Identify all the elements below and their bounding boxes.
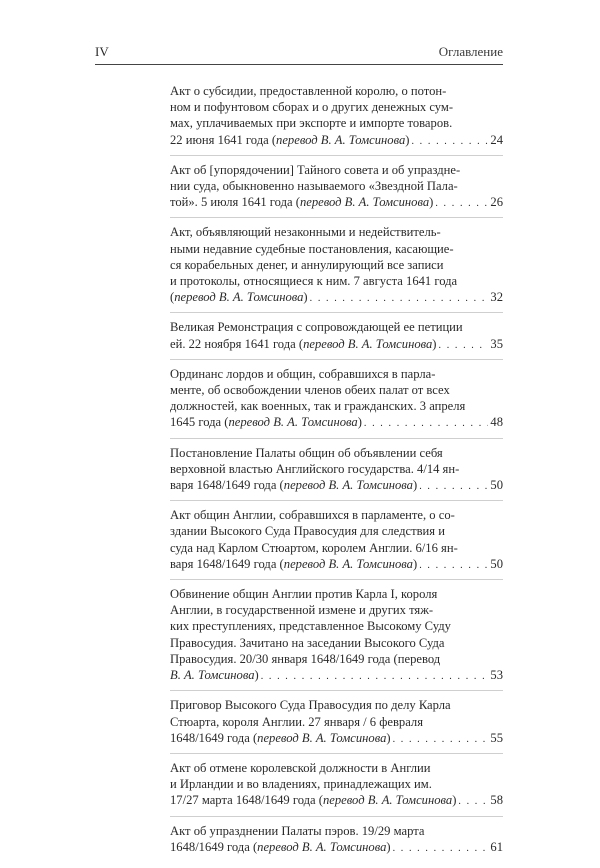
- toc-entry-line: Акт о субсидии, предоставленной королю, о потон-: [170, 84, 447, 98]
- toc-page-number[interactable]: 35: [490, 336, 503, 351]
- toc-entry-last-line: [170, 194, 503, 212]
- toc-entry-line: ном и пофунтовом сборах и о других денежных сум-: [170, 100, 454, 115]
- toc-entry[interactable]: [170, 224, 503, 313]
- closing-paren: ): [405, 132, 410, 147]
- toc-entry-text: [170, 289, 308, 305]
- toc-entry[interactable]: [170, 697, 503, 754]
- toc-page-number[interactable]: 24: [490, 132, 503, 147]
- toc-entry-text: [170, 132, 409, 148]
- toc-entry-line: Обвинение общин Англии против Карла I, короля: [170, 587, 438, 602]
- closing-paren: ): [452, 793, 457, 808]
- dot-leader: [458, 794, 488, 810]
- closing-paren: ): [429, 195, 434, 210]
- toc-entry-last-line: [170, 556, 503, 574]
- table-of-contents: [170, 83, 503, 868]
- dot-leader: [393, 732, 489, 748]
- toc-entry-last-line: [170, 667, 503, 685]
- closing-paren: ): [412, 478, 418, 493]
- toc-page-number[interactable]: 50: [490, 556, 503, 571]
- toc-entry-last-line: [170, 792, 503, 810]
- toc-entry-line: мах, уплачиваемых при экспорте и импорте товаров.: [170, 116, 453, 131]
- toc-entry-line: Акт, объявляющий незаконными и недействитель-: [170, 225, 441, 240]
- toc-entry-last-line: [170, 477, 503, 495]
- toc-page-number[interactable]: 55: [490, 730, 503, 745]
- closing-paren: ): [386, 839, 391, 854]
- toc-entry-line: Правосудия. 20/30 января 1648/1649 года (перевод: [170, 651, 441, 666]
- translator-credit: перевод В. А. Томсинова: [283, 556, 413, 571]
- toc-entry-title-end: ей. 22 ноября 1641 года (: [170, 336, 304, 351]
- toc-entry-line: Акт общин Англии, собравшихся в парламенте, о со-: [170, 508, 455, 523]
- translator-credit: перевод В. А. Томсинова: [257, 839, 387, 854]
- toc-page-number[interactable]: 58: [490, 793, 503, 808]
- dot-leader: [364, 416, 489, 432]
- toc-entry-text: [170, 667, 259, 683]
- toc-entry-last-line: [170, 839, 503, 857]
- toc-entry-line: Ординанс лордов и общин, собравшихся в парла-: [170, 366, 436, 381]
- toc-entry-last-line: [170, 730, 503, 748]
- toc-entry-line: Акт об отмене королевской должности в Англии: [170, 760, 431, 775]
- toc-entry-title-end: (: [170, 290, 175, 305]
- toc-entry-text: [170, 839, 391, 855]
- translator-credit: перевод В. А. Томсинова: [303, 336, 433, 351]
- toc-entry-line: ких преступлениях, представленное Высокому Суду: [170, 619, 451, 634]
- toc-entry[interactable]: [170, 162, 503, 219]
- toc-entry-text: [170, 194, 433, 210]
- toc-entry-line: Стюарта, короля Англии. 27 января / 6 февраля: [170, 714, 424, 729]
- closing-paren: ): [386, 730, 391, 745]
- toc-entry-title-end: 1645 года (: [170, 415, 229, 430]
- running-title: Оглавление: [438, 44, 503, 59]
- toc-entry-last-line: [170, 289, 503, 307]
- toc-entry-line: ными недавние судебные постановления, касающие-: [170, 241, 454, 256]
- toc-entry-line: верховной властью Английского государства. 4/14 ян-: [170, 461, 460, 476]
- translator-credit: перевод В. А. Томсинова: [174, 290, 304, 305]
- toc-entry-line: ся корабельных денег, и аннулирующий все записи: [170, 257, 444, 272]
- toc-entry[interactable]: [170, 507, 503, 580]
- toc-entry-title-end: 1648/1649 года (: [170, 730, 258, 745]
- toc-entry-text: [170, 556, 417, 572]
- toc-entry-title-end: 1648/1649 года (: [170, 839, 258, 854]
- toc-entry-title-end: 17/27 марта 1648/1649 года (: [170, 793, 323, 808]
- toc-entry-line: Постановление Палаты общин об объявлении себя: [170, 445, 443, 460]
- toc-entry-text: [170, 336, 437, 352]
- dot-leader: [419, 558, 488, 574]
- dot-leader: [411, 134, 488, 150]
- toc-page-number[interactable]: 53: [490, 668, 503, 683]
- translator-credit: перевод В. А. Томсинова: [257, 730, 387, 745]
- dot-leader: [439, 338, 489, 354]
- toc-entry-line: Акт об [упорядочении] Тайного совета и об упраздне-: [170, 162, 461, 177]
- toc-entry-line: Правосудия. Зачитано на заседании Высокого Суда: [170, 635, 445, 650]
- translator-credit: В. А. Томсинова: [170, 668, 255, 683]
- toc-entry[interactable]: [170, 445, 503, 502]
- translator-credit: перевод В. А. Томсинова: [322, 793, 453, 808]
- toc-entry-line: нии суда, обыкновенно называемого «Звездной Пала-: [170, 179, 458, 194]
- toc-entry-title-end: 22 июня 1641 года (: [170, 132, 277, 147]
- toc-entry-line: Акт об упразднении Палаты пэров. 19/29 марта: [170, 823, 425, 838]
- toc-page-number[interactable]: 61: [490, 839, 503, 854]
- closing-paren: ): [254, 668, 259, 683]
- closing-paren: ): [357, 415, 362, 430]
- toc-entry-last-line: [170, 414, 503, 432]
- dot-leader: [435, 196, 488, 212]
- dot-leader: [310, 291, 489, 307]
- translator-credit: перевод В. А. Томсинова: [276, 132, 406, 147]
- dot-leader: [261, 669, 489, 685]
- closing-paren: ): [432, 336, 437, 351]
- toc-entry-line: Англии, в государственной измене и других тяж-: [170, 603, 434, 618]
- toc-page-number[interactable]: 50: [490, 478, 503, 493]
- toc-entry-line: и протоколы, относящиеся к ним. 7 августа 1641 года: [170, 274, 458, 289]
- toc-entry-text: [170, 414, 362, 430]
- toc-entry[interactable]: [170, 366, 503, 439]
- running-header: [95, 44, 503, 65]
- toc-entry-text: [170, 730, 391, 746]
- toc-entry-line: и Ирландии и во владениях, принадлежащих им.: [170, 777, 432, 792]
- toc-entry-line: здании Высокого Суда Правосудия для следствия и: [170, 524, 445, 539]
- toc-entry-line: Великая Ремонстрация с сопровождающей ее петиции: [170, 320, 463, 335]
- toc-entry-line: суда над Карлом Стюартом, королем Англии. 6/16 ян-: [170, 540, 458, 555]
- toc-entry[interactable]: [170, 83, 503, 156]
- toc-page-number[interactable]: 32: [490, 290, 503, 305]
- translator-credit: перевод В. А. Томсинова: [299, 195, 430, 210]
- toc-entry-title-end: варя 1648/1649 года (: [170, 556, 284, 571]
- translator-credit: перевод В. А. Томсинова: [283, 478, 413, 493]
- toc-entry-line: должностей, как военных, так и гражданских. 3 апреля: [170, 399, 466, 414]
- toc-entry-line: менте, об освобождении членов обеих палат от всех: [170, 383, 450, 398]
- toc-entry-title-end: варя 1648/1649 года (: [170, 478, 284, 493]
- dot-leader: [393, 841, 489, 857]
- toc-entry-text: [170, 792, 456, 808]
- toc-entry-line: Приговор Высокого Суда Правосудия по делу Карла: [170, 698, 451, 713]
- dot-leader: [419, 479, 488, 495]
- toc-entry[interactable]: [170, 586, 503, 691]
- closing-paren: ): [412, 556, 418, 571]
- closing-paren: ): [303, 290, 308, 305]
- toc-entry[interactable]: [170, 760, 503, 817]
- translator-credit: перевод В. А. Томсинова: [228, 415, 358, 430]
- toc-page-number[interactable]: 48: [490, 415, 503, 430]
- page-number: IV: [95, 44, 109, 59]
- toc-entry-last-line: [170, 132, 503, 150]
- toc-entry-last-line: [170, 336, 503, 354]
- toc-entry[interactable]: [170, 823, 503, 862]
- toc-entry-text: [170, 477, 417, 493]
- toc-entry-title-end: той». 5 июля 1641 года (: [170, 195, 300, 210]
- toc-entry[interactable]: [170, 319, 503, 359]
- toc-page-number[interactable]: 26: [490, 195, 503, 210]
